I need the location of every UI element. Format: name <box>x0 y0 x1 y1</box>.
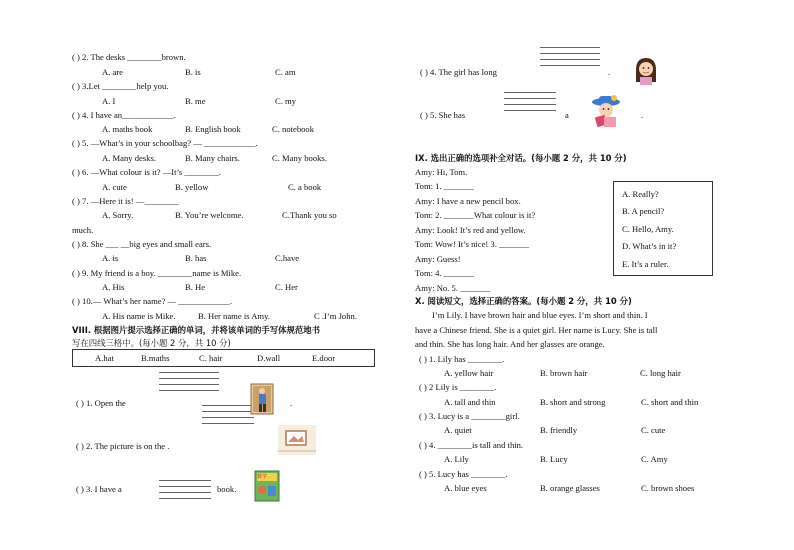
reading-q5-option-b[interactable]: B. orange glasses <box>540 483 600 493</box>
reading-q3-option-b[interactable]: B. friendly <box>540 425 578 435</box>
q9-stem: ( ) 9. My friend is a boy. ________name is Mike. <box>72 268 242 278</box>
word-bank <box>72 349 375 367</box>
q8-stem: ( ) 8. She ___ __big eyes and small ears. <box>72 239 212 249</box>
dialog-option[interactable]: D. What’s in it? <box>622 241 677 251</box>
girl-long-hair-picture <box>630 56 662 86</box>
dialog-option[interactable]: E. It’s a ruler. <box>622 259 669 269</box>
reading-q1-option-a[interactable]: A. yellow hair <box>444 368 494 378</box>
word-bank-item: D.wall <box>257 353 281 363</box>
q2-stem: ( ) 2. The desks ________brown. <box>72 52 186 62</box>
reading-q3-option-c[interactable]: C. cute <box>641 425 666 435</box>
q6-option-c[interactable]: C. a book <box>288 182 322 192</box>
q4-option-c[interactable]: C. notebook <box>272 124 315 134</box>
picture-q1-stem: ( ) 1. Open the <box>76 398 126 408</box>
picture-q3-end: book. <box>217 484 237 494</box>
dialog-options-box <box>613 181 713 276</box>
reading-q4-option-c[interactable]: C. Amy <box>641 454 668 464</box>
word-bank-item: C. hair <box>199 353 223 363</box>
q7-option-c[interactable]: C.Thank you so <box>282 210 337 220</box>
q6-stem: ( ) 6. —What colour is it? —It’s ________. <box>72 167 221 177</box>
q7-option-c-wrap: much. <box>72 225 94 235</box>
dialog-line: Tom: 4. _______ <box>415 268 474 278</box>
dialog-line: Amy: Look! It’s red and yellow. <box>415 225 526 235</box>
q10-option-b[interactable]: B. Her name is Amy. <box>198 311 271 321</box>
reading-q1-option-c[interactable]: C. long hair <box>640 368 681 378</box>
section-8-subtitle: 写在四线三格中。(每小题 2 分，共 10 分) <box>72 338 231 348</box>
dialog-line: Amy: Guess! <box>415 254 461 264</box>
reading-q5-option-c[interactable]: C. brown shoes <box>641 483 695 493</box>
wall-picture <box>278 425 316 455</box>
section-9-title: IX. 选出正确的选项补全对话。(每小题 2 分，共 10 分) <box>415 153 627 163</box>
picture-q1-end: . <box>290 398 293 408</box>
q6-option-b[interactable]: B. yellow <box>175 182 209 192</box>
q5-stem: ( ) 5. —What’s in your schoolbag? — ____________. <box>72 138 258 148</box>
q3-option-b[interactable]: B. me <box>185 96 206 106</box>
right-q5-end: . <box>641 110 644 120</box>
q8-option-b[interactable]: B. has <box>185 253 207 263</box>
q3-option-a[interactable]: A. I <box>102 96 116 106</box>
q4-option-b[interactable]: B. English book <box>185 124 241 134</box>
door-picture <box>250 383 278 415</box>
dialog-line: Tom: 2. _______What colour is it? <box>415 210 536 220</box>
reading-q3-option-a[interactable]: A. quiet <box>444 425 472 435</box>
q10-stem: ( ) 10.— What’s her name? — ____________. <box>72 296 232 306</box>
reading-q5-stem: ( ) 5. Lucy has ________. <box>419 469 508 479</box>
dialog-option[interactable]: B. A pencil? <box>622 206 665 216</box>
passage-line: have a Chinese friend. She is a quiet girl. Her name is Lucy. She is tall <box>415 325 658 335</box>
dialog-line: Amy: Hi, Tom. <box>415 167 468 177</box>
passage-line: I’m Lily. I have brown hair and blue eyes. I’m short and thin. I <box>432 310 648 320</box>
word-bank-item: B.maths <box>141 353 170 363</box>
q10-option-c[interactable]: C .I’m John. <box>314 311 357 321</box>
right-q5-mid: a <box>565 110 569 120</box>
q4-option-a[interactable]: A. maths book <box>102 124 153 134</box>
q6-option-a[interactable]: A. cute <box>102 182 127 192</box>
right-q4-stem: ( ) 4. The girl has long <box>420 67 497 77</box>
q7-stem: ( ) 7. —Here it is! —________ <box>72 196 179 206</box>
reading-q1-stem: ( ) 1. Lily has ________. <box>419 354 505 364</box>
girl-with-hat-picture <box>590 94 626 128</box>
dialog-line: Tom: Wow! It’s nice! 3. _______ <box>415 239 530 249</box>
q2-option-b[interactable]: B. is <box>185 67 201 77</box>
reading-q2-option-b[interactable]: B. short and strong <box>540 397 606 407</box>
q8-option-c[interactable]: C.have <box>275 253 300 263</box>
word-bank-item: E.door <box>312 353 336 363</box>
dialog-line: Tom: 1. _______ <box>415 181 474 191</box>
passage-line: and thin. She has long hair. And her glasses are orange. <box>415 339 605 349</box>
q9-option-a[interactable]: A. His <box>102 282 125 292</box>
reading-q4-stem: ( ) 4. ________is tall and thin. <box>419 440 524 450</box>
reading-q4-option-a[interactable]: A. Lily <box>444 454 469 464</box>
q3-option-c[interactable]: C. my <box>275 96 297 106</box>
q3-stem: ( ) 3.Let ________help you. <box>72 81 169 91</box>
q4-stem: ( ) 4. I have an____________. <box>72 110 176 120</box>
maths-book-cover-text: 数学 <box>257 475 268 480</box>
section-10-title: X. 阅读短文，选择正确的答案。(每小题 2 分，共 10 分) <box>415 296 632 306</box>
q9-option-b[interactable]: B. He <box>185 282 206 292</box>
q10-option-a[interactable]: A. His name is Mike. <box>102 311 176 321</box>
section-8-title: VIII. 根据图片提示选择正确的单词，并将该单词的手写体规范地书 <box>72 325 321 335</box>
q7-option-a[interactable]: A. Sorry. <box>102 210 134 220</box>
reading-q5-option-a[interactable]: A. blue eyes <box>444 483 487 493</box>
dialog-line: Amy: No. 5. _______ <box>415 283 491 293</box>
q7-option-b[interactable]: B. You’re welcome. <box>175 210 244 220</box>
dialog-line: Amy: I have a new pencil box. <box>415 196 521 206</box>
reading-q3-stem: ( ) 3. Lucy is a ________girl. <box>419 411 520 421</box>
reading-q1-option-b[interactable]: B. brown hair <box>540 368 588 378</box>
picture-q3-stem: ( ) 3. I have a <box>76 484 122 494</box>
right-q5-stem: ( ) 5. She has <box>420 110 466 120</box>
reading-q4-option-b[interactable]: B. Lucy <box>540 454 568 464</box>
picture-q2-stem: ( ) 2. The picture is on the . <box>76 441 170 451</box>
dialog-option[interactable]: A. Really? <box>622 189 659 199</box>
q5-option-c[interactable]: C. Many books. <box>272 153 327 163</box>
q2-option-c[interactable]: C. am <box>275 67 296 77</box>
reading-q2-stem: ( ) 2 Lily is ________. <box>419 382 497 392</box>
dialog-option[interactable]: C. Hello, Amy. <box>622 224 674 234</box>
reading-q2-option-a[interactable]: A. tall and thin <box>444 397 496 407</box>
right-q4-end: . <box>608 67 611 77</box>
reading-q2-option-c[interactable]: C. short and thin <box>641 397 699 407</box>
q5-option-a[interactable]: A. Many desks. <box>102 153 156 163</box>
q2-option-a[interactable]: A. are <box>102 67 123 77</box>
q8-option-a[interactable]: A. is <box>102 253 119 263</box>
q9-option-c[interactable]: C. Her <box>275 282 298 292</box>
q5-option-b[interactable]: B. Many chairs. <box>185 153 240 163</box>
word-bank-item: A.hat <box>95 353 114 363</box>
